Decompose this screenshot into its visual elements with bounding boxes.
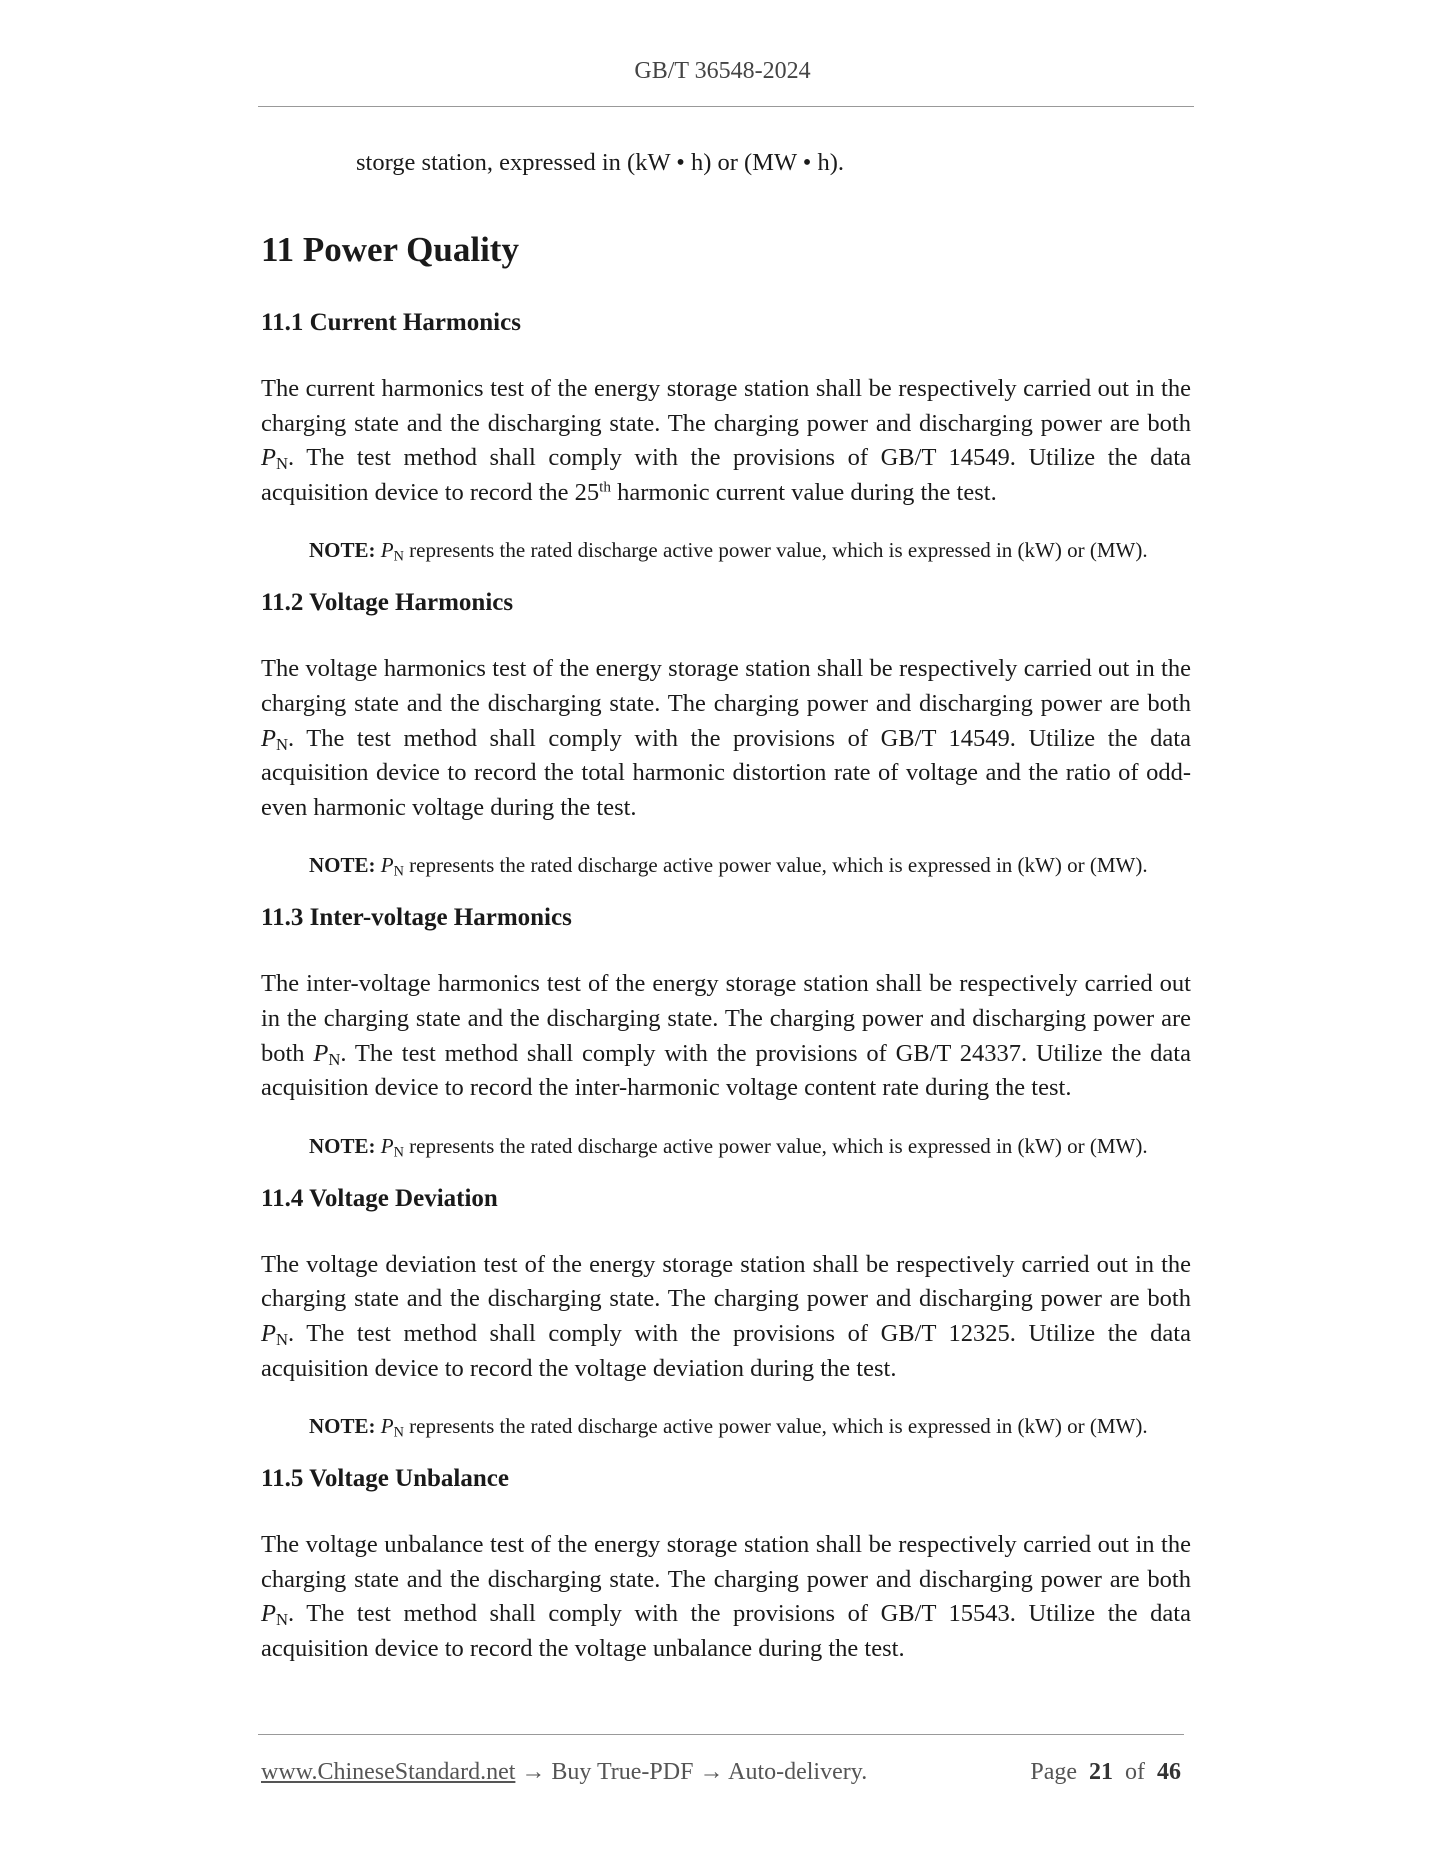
paragraph-text: The inter-voltage harmonics test of the energy storage station shall be respectively carried out in the charging state and the discharging state. The charging power and discharging power are both: [261, 970, 1191, 1067]
symbol-subscript: N: [328, 1049, 341, 1069]
note-text: represents the rated discharge active power value, which is expressed in (kW) or (MW).: [403, 538, 1148, 563]
symbol-base: P: [380, 1414, 394, 1439]
subsection-heading-11-5: 11.5 Voltage Unbalance: [261, 1465, 509, 1493]
symbol-subscript: N: [275, 454, 288, 474]
ordinal-superscript: th: [599, 478, 611, 496]
paragraph-voltage-deviation: [261, 1248, 1191, 1386]
symbol-base: P: [261, 724, 276, 752]
footer-promo-text: → Buy True-PDF → Auto-delivery.: [515, 1759, 868, 1785]
symbol-base: P: [380, 1133, 394, 1158]
note-11-3: [309, 1131, 1191, 1161]
paragraph-text: The current harmonics test of the energy storage station shall be respectively carried out in the charging state and the discharging state. The charging power and discharging power are both: [261, 375, 1191, 437]
symbol-base: P: [261, 1600, 276, 1628]
paragraph-text: The voltage harmonics test of the energy storage station shall be respectively carried out in the charging state and the discharging state. The charging power and discharging power are both: [261, 655, 1191, 717]
note-11-4: [309, 1411, 1191, 1441]
note-label: NOTE:: [309, 538, 376, 563]
paragraph-text: The voltage deviation test of the energy storage station shall be respectively carried out in the charging state and the discharging state. The charging power and discharging power are both: [261, 1250, 1191, 1313]
subsection-heading-11-3: 11.3 Inter-voltage Harmonics: [261, 904, 572, 932]
running-header: GB/T 36548-2024: [634, 58, 811, 84]
section-heading: 11 Power Quality: [261, 230, 519, 269]
subsection-heading-11-2: 11.2 Voltage Harmonics: [261, 589, 514, 617]
symbol-base: P: [380, 853, 394, 878]
footer-promo: [261, 1759, 867, 1786]
symbol-subscript: N: [275, 734, 288, 754]
page-content: [261, 146, 1191, 1666]
note-text: represents the rated discharge active power value, which is expressed in (kW) or (MW).: [403, 853, 1148, 878]
footer-rule: [258, 1734, 1184, 1735]
symbol-base: P: [313, 1039, 329, 1067]
symbol-subscript: N: [393, 1144, 404, 1161]
symbol-base: P: [261, 1319, 276, 1347]
note-text: represents the rated discharge active power value, which is expressed in (kW) or (MW).: [403, 1133, 1148, 1158]
paragraph-inter-voltage-harmonics: [261, 967, 1191, 1105]
paragraph-text: . The test method shall comply with the provisions of GB/T 15543. Utilize the data acquisition device to record the voltage unbalance during the test.: [261, 1600, 1191, 1662]
paragraph-voltage-unbalance: [261, 1528, 1191, 1666]
note-11-2: [309, 850, 1191, 880]
page-number: 21: [1089, 1759, 1113, 1785]
subsection-heading-11-4: 11.4 Voltage Deviation: [261, 1184, 498, 1212]
note-11-1: [309, 535, 1191, 565]
symbol-subscript: N: [393, 863, 404, 880]
note-label: NOTE:: [309, 1414, 376, 1439]
page-total: 46: [1157, 1759, 1181, 1785]
note-text: represents the rated discharge active power value, which is expressed in (kW) or (MW).: [403, 1414, 1148, 1439]
page-indicator: [1030, 1759, 1181, 1786]
paragraph-current-harmonics: [261, 372, 1191, 510]
symbol-subscript: N: [275, 1330, 288, 1350]
paragraph-voltage-harmonics: [261, 652, 1191, 825]
paragraph-text: The voltage unbalance test of the energy storage station shall be respectively carried out in the charging state and the discharging state. The charging power and discharging power are both: [261, 1531, 1191, 1593]
website-link[interactable]: www.ChineseStandard.net: [261, 1759, 516, 1785]
paragraph-text: . The test method shall comply with the provisions of GB/T 24337. Utilize the data acquisition device to record the inter-harmonic voltage content rate during the test.: [261, 1039, 1191, 1102]
symbol-subscript: N: [275, 1610, 288, 1630]
of-word: of: [1125, 1759, 1145, 1785]
page-word: Page: [1030, 1759, 1077, 1785]
symbol-subscript: N: [393, 1424, 404, 1441]
symbol-base: P: [261, 444, 276, 472]
paragraph-text: . The test method shall comply with the provisions of GB/T 12325. Utilize the data acquisition device to record the voltage deviation during the test.: [261, 1319, 1191, 1382]
subsection-heading-11-1: 11.1 Current Harmonics: [261, 309, 521, 336]
note-label: NOTE:: [309, 1133, 376, 1158]
paragraph-text: . The test method shall comply with the provisions of GB/T 14549. Utilize the data acquisition device to record the total harmonic distortion rate of voltage and the ratio of odd-even harmonic voltage during the test.: [261, 724, 1191, 821]
symbol-subscript: N: [393, 548, 404, 565]
paragraph-text: . The test method shall comply with the provisions of GB/T 14549. Utilize the data acquisition device to record the 25: [261, 444, 1191, 506]
continuation-text: storge station, expressed in (kW • h) or (MW • h).: [356, 149, 845, 176]
paragraph-text: harmonic current value during the test.: [610, 478, 997, 506]
header-rule: [258, 106, 1194, 107]
symbol-base: P: [380, 538, 394, 563]
note-label: NOTE:: [309, 853, 376, 878]
